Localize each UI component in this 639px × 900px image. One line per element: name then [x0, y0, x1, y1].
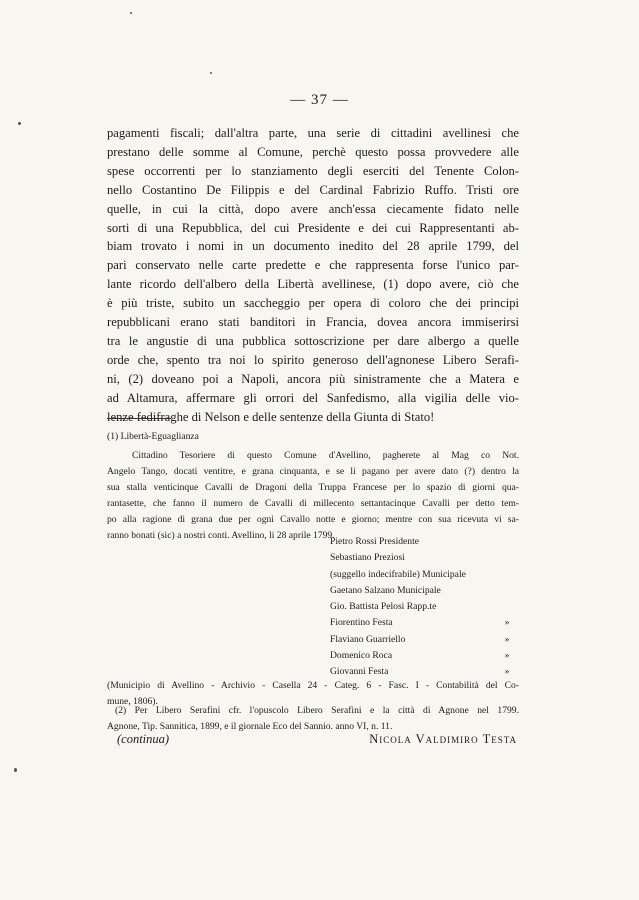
signatory-name: Flaviano Guarriello — [330, 633, 406, 645]
document-line: po alla ragione di grana due per ogni Cavallo notte e giorno; mentre con sua ricevuta vi sa- — [107, 514, 519, 526]
body-line: prestano delle somme al Comune, perchè questo possa provvedere alle — [107, 144, 519, 159]
ditto-mark: » — [504, 617, 510, 629]
signatory-name: Fiorentino Festa — [330, 617, 393, 629]
body-line: spese occorrenti per lo stanziamento degli eserciti del Tenente Colon- — [107, 163, 519, 178]
footnote-2 — [107, 703, 519, 735]
signatories-list — [330, 534, 520, 681]
signatory — [330, 615, 520, 631]
paper-speck — [14, 768, 17, 772]
body-line: quelle, in cui la città, dopo avere anch'essa ciecamente fidato nelle — [107, 201, 519, 216]
ditto-mark: » — [504, 666, 510, 678]
signatory-name: Domenico Roca — [330, 650, 393, 662]
page-number: — 37 — — [290, 92, 349, 108]
body-line: pagamenti fiscali; dall'altra parte, una serie di cittadini avellinesi che — [107, 126, 519, 140]
body-line: ni, (2) doveano poi a Napoli, ancora più sinistramente che a Matera e — [107, 371, 519, 386]
transcribed-document — [107, 448, 519, 545]
document-line: Cittadino Tesoriere di questo Comune d'Avellino, pagherete al Mag co Not. — [132, 450, 519, 461]
signatory — [330, 550, 520, 566]
signatory — [330, 583, 520, 599]
author-signature: Nicola Valdimiro Testa — [369, 732, 517, 746]
document-line: sua stalla venticinque Cavalli de Dragoni della Truppa Francese per lo spazio di giorni qua- — [107, 482, 519, 494]
footnote-divider — [107, 418, 171, 419]
paper-speck — [130, 12, 132, 14]
footnote-1-heading: (1) Libertà-Eguaglianza — [107, 431, 199, 442]
signatory-name: Giovanni Festa — [330, 666, 389, 678]
body-line: repubblicani erano stati banditori in Francia, dovea ancora immiserirsi — [107, 315, 519, 330]
signatory-name: (suggello indecifrabile) Municipale — [330, 568, 466, 580]
archive-line: (Municipio di Avellino - Archivio - Casella 24 - Categ. 6 - Fasc. I - Contabilità del Co- — [107, 680, 519, 691]
signatory — [330, 534, 520, 550]
document-line: rantasette, che fanno il numero de Cavalli di millecento settantacinque Cavalli per detto tem- — [107, 498, 519, 510]
signatory-name: Gio. Battista Pelosi Rapp.te — [330, 601, 437, 613]
body-line: sorti di una Repubblica, del cui Presidente e dei cui Rappresentanti ab- — [107, 220, 519, 235]
body-line: è più triste, subito un saccheggio per opera di coloro che dei principi — [107, 296, 519, 311]
continua-label: (continua) — [117, 732, 170, 746]
signatory — [330, 599, 520, 615]
signatory — [330, 648, 520, 664]
body-line: biam trovato i nomi in un documento inedito del 28 aprile 1799, del — [107, 239, 519, 254]
article-closing — [117, 732, 517, 747]
signatory — [330, 632, 520, 648]
ditto-mark — [494, 583, 520, 599]
body-line: nello Costantino De Filippis e del Cardinal Fabrizio Ruffo. Tristi ore — [107, 182, 519, 197]
body-line: ad Altamura, affermare gli orrori del Sanfedismo, alla vigilia delle vio- — [107, 390, 519, 405]
ditto-mark: » — [504, 650, 510, 662]
signatory — [330, 567, 520, 583]
paper-speck — [210, 72, 212, 74]
signatory-name: Pietro Rossi Presidente — [330, 536, 420, 547]
signatory-name: Sebastiano Preziosi — [330, 552, 405, 564]
signatory-name: Gaetano Salzano Municipale — [330, 584, 441, 596]
body-line: orde che, spento tra noi lo spirito generoso dell'agnonese Libero Serafi- — [107, 352, 519, 367]
footnote-line: (2) Per Libero Serafini cfr. l'opuscolo Libero Serafini e la città di Agnone nel 1799. — [115, 705, 519, 716]
ditto-mark — [494, 567, 520, 583]
body-line: lenze fedifraghe di Nelson e delle sentenze della Giunta di Stato! — [107, 409, 435, 424]
document-line: ranno bonati (sic) a nostri conti. Avellino, li 28 aprile 1799. — [107, 530, 335, 542]
document-line: Angelo Tango, docati ventitre, e grana cinquanta, e se li pagano per avere dato (?) dentro la — [107, 466, 519, 478]
footnote-line: Agnone, Tip. Sannitica, 1899, e il giornale Eco del Sannio. anno VI, n. 11. — [107, 721, 393, 733]
ditto-mark — [494, 550, 520, 566]
body-line: pari conservato nelle carte predette e che rappresenta forse l'unico par- — [107, 258, 519, 273]
body-line: tra le angustie di una pubblica sottoscrizione per dare albergo a quelle — [107, 333, 519, 348]
ditto-mark — [494, 534, 520, 550]
body-line: lante ricordo dell'albero della Libertà avellinese, (1) dopo avere, ciò che — [107, 277, 519, 292]
paper-speck — [18, 122, 21, 125]
ditto-mark: » — [504, 633, 510, 645]
archive-line: mune, 1806). — [107, 696, 158, 708]
body-paragraph — [107, 124, 519, 427]
ditto-mark — [494, 599, 520, 615]
